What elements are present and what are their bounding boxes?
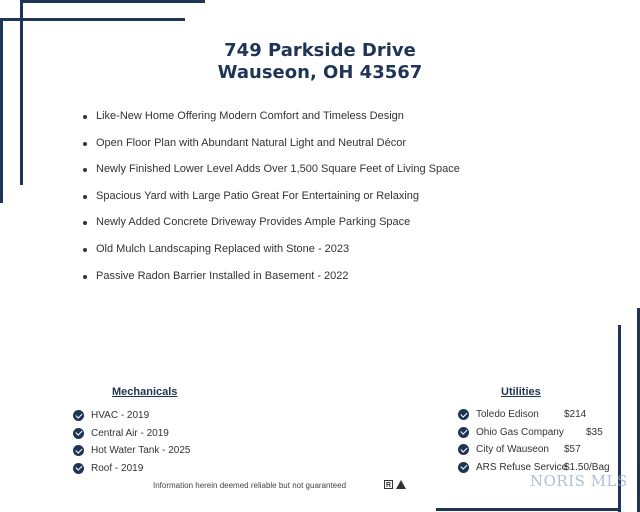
feature-list — [82, 103, 460, 289]
check-circle-icon — [458, 444, 469, 455]
mechanicals-item — [73, 425, 191, 443]
check-circle-icon — [458, 409, 469, 420]
utility-name: City of Wauseon — [476, 444, 549, 456]
feature-item: Open Floor Plan with Abundant Natural Light and Neutral Décor — [82, 130, 460, 157]
property-address — [0, 40, 640, 84]
mechanicals-item — [73, 460, 191, 478]
utility-amount: $57 — [564, 444, 581, 456]
utilities-list — [458, 406, 610, 476]
mechanicals-item-label: Hot Water Tank - 2025 — [91, 445, 191, 457]
check-circle-icon — [458, 462, 469, 473]
utility-name: Ohio Gas Company — [476, 426, 564, 438]
utility-amount: $1.50/Bag — [564, 461, 610, 473]
utility-name: ARS Refuse Service — [476, 461, 568, 473]
utility-amount: $35 — [586, 426, 603, 438]
utilities-item — [458, 424, 610, 442]
mechanicals-item-label: Central Air - 2019 — [91, 427, 169, 439]
utility-name: Toledo Edison — [476, 409, 539, 421]
check-circle-icon — [73, 410, 84, 421]
check-circle-icon — [458, 427, 469, 438]
mechanicals-item-label: Roof - 2019 — [91, 462, 144, 474]
feature-item: Newly Finished Lower Level Adds Over 1,500 Square Feet of Living Space — [82, 156, 460, 183]
mechanicals-item — [73, 442, 191, 460]
feature-item: Passive Radon Barrier Installed in Basement - 2022 — [82, 263, 460, 290]
mechanicals-list — [73, 407, 191, 477]
utility-amount: $214 — [564, 409, 587, 421]
address-line-2: Wauseon, OH 43567 — [217, 62, 423, 83]
mechanicals-heading: Mechanicals — [112, 386, 178, 398]
check-circle-icon — [73, 463, 84, 474]
check-circle-icon — [73, 428, 84, 439]
mechanicals-item — [73, 407, 191, 425]
utilities-heading: Utilities — [501, 386, 541, 398]
frame-top-left-v1 — [20, 0, 23, 185]
frame-bottom-right-h1 — [436, 508, 621, 511]
address-line-1: 749 Parkside Drive — [224, 40, 416, 61]
realtor-icon: R — [385, 482, 392, 489]
mechanicals-item-label: HVAC - 2019 — [91, 410, 150, 422]
check-circle-icon — [73, 445, 84, 456]
frame-top-left-h2 — [0, 18, 185, 21]
feature-item: Like-New Home Offering Modern Comfort and Timeless Design — [82, 103, 460, 130]
mls-watermark: NORIS MLS — [530, 472, 628, 490]
frame-top-left-h1 — [20, 0, 205, 3]
disclaimer-text: Information herein deemed reliable but not guaranteed — [153, 481, 347, 490]
feature-item: Old Mulch Landscaping Replaced with Stone - 2023 — [82, 236, 460, 263]
feature-item: Spacious Yard with Large Patio Great For Entertaining or Relaxing — [82, 183, 460, 210]
utilities-item — [458, 441, 610, 459]
compliance-logos — [384, 480, 406, 489]
feature-item: Newly Added Concrete Driveway Provides Ample Parking Space — [82, 209, 460, 236]
equal-housing-icon — [396, 480, 406, 489]
utilities-item — [458, 406, 610, 424]
